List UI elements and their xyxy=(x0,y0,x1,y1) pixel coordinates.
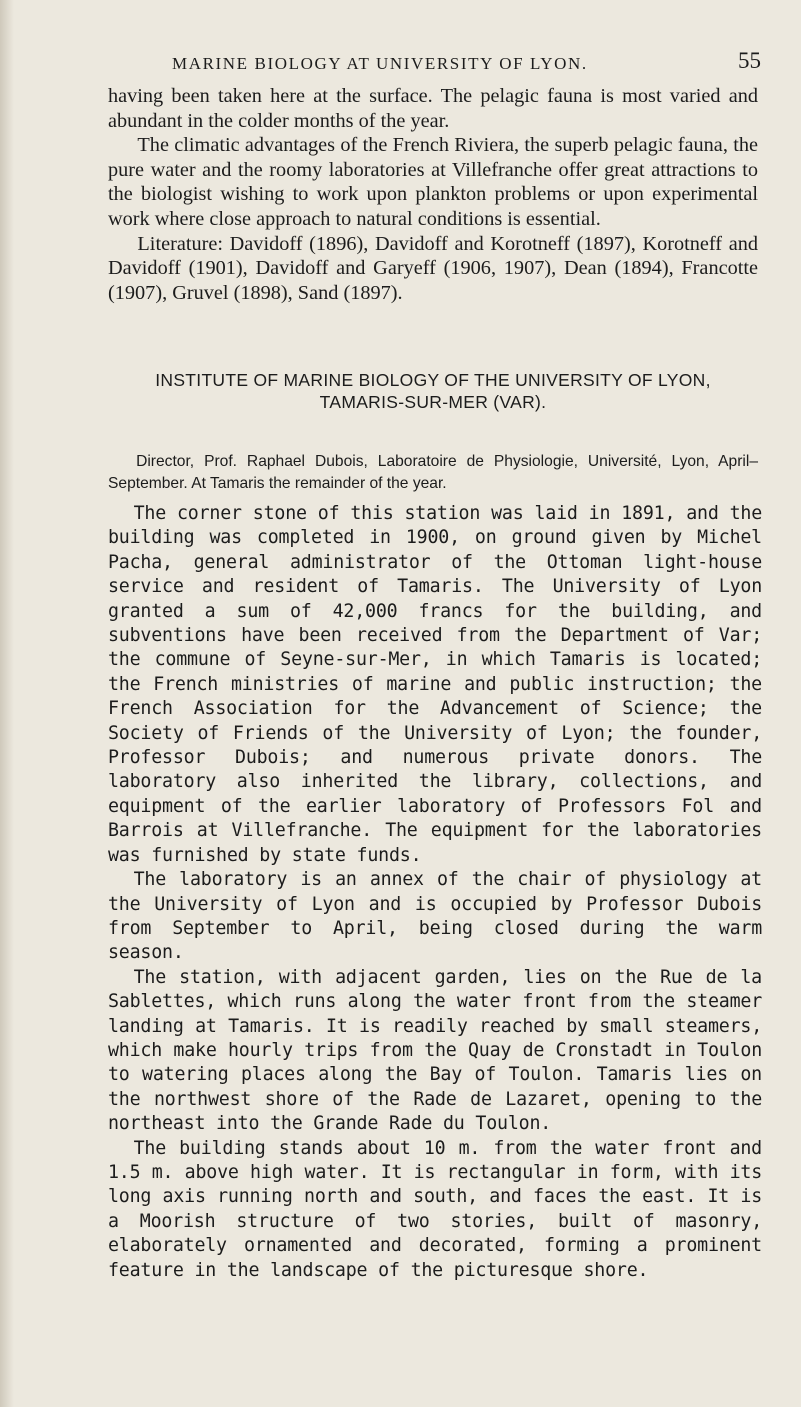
section-heading-line2: TAMARIS-SUR-MER (VAR). xyxy=(319,392,547,412)
paragraph-riviera: The climatic advantages of the French Riviera, the superb pelagic fauna, the pure water and the roomy laboratories at Villefranche offer great attractions to the biologist wishing to work upon plankton problems or upon experimental work where close approach to natural conditions is essential. xyxy=(108,134,758,230)
paragraph-history: The corner stone of this station was laid in 1891, and the building was completed in 1900, on ground given by Michel Pacha, general administrator of the Ottoman light-house service and resident of Tamaris. The University of Lyon granted a sum of 42,000 francs for the building, and subventions have been received from the Department of Var; the commune of Seyne-sur-Mer, in which Tamaris is located; the French ministries of marine and public instruction; the French Association for the Advancement of Science; the Society of Friends of the University of Lyon; the founder, Professor Dubois; and numerous private donors. The laboratory also inherited the library, collections, and equipment of the earlier laboratory of Professors Fol and Barrois at Villefranche. The equipment for the laboratories was furnished by state funds. xyxy=(108,503,762,866)
literature-citations: Literature: Davidoff (1896), Davidoff and Korotneff (1897), Korotneff and Davidoff (1901), Davidoff and Garyeff (1906, 1907), Dean (1894), Francotte (1907), Gruvel (1898), Sand (1897). xyxy=(108,232,758,304)
running-head xyxy=(0,48,801,84)
paragraph-continuation: having been taken here at the surface. The pelagic fauna is most varied and abundant in the colder months of the year. xyxy=(108,85,758,132)
station-description xyxy=(108,502,762,1283)
running-title: MARINE BIOLOGY AT UNIVERSITY OF LYON. xyxy=(172,54,588,73)
page-number: 55 xyxy=(738,48,761,73)
paragraph-building: The building stands about 10 m. from the water front and 1.5 m. above high water. It is rectangular in form, with its long axis running north and south, and faces the east. It is a Moorish structure of two stories, built of masonry, elaborately ornamented and decorated, forming a prominent feature in the landscape of the picturesque shore. xyxy=(108,1137,762,1281)
director-note-text: Director, Prof. Raphael Dubois, Laboratoire de Physiologie, Université, Lyon, April–September. At Tamaris the remainder of the year. xyxy=(108,453,758,492)
section-heading xyxy=(108,369,758,413)
director-note xyxy=(108,451,758,495)
intro-text xyxy=(108,84,758,305)
paragraph-location: The station, with adjacent garden, lies on the Rue de la Sablettes, which runs along the water front from the steamer landing at Tamaris. It is readily reached by small steamers, which make hourly trips from the Quay de Cronstadt in Toulon to watering places along the Bay of Toulon. Tamaris lies on the northwest shore of the Rade de Lazaret, opening to the northeast into the Grande Rade du Toulon. xyxy=(108,966,762,1135)
paragraph-annex: The laboratory is an annex of the chair of physiology at the University of Lyon and is occupied by Professor Dubois from September to April, being closed during the warm season. xyxy=(108,869,762,964)
page-binding-shadow xyxy=(0,0,14,1407)
section-heading-line1: INSTITUTE OF MARINE BIOLOGY OF THE UNIVERSITY OF LYON, xyxy=(155,370,711,390)
